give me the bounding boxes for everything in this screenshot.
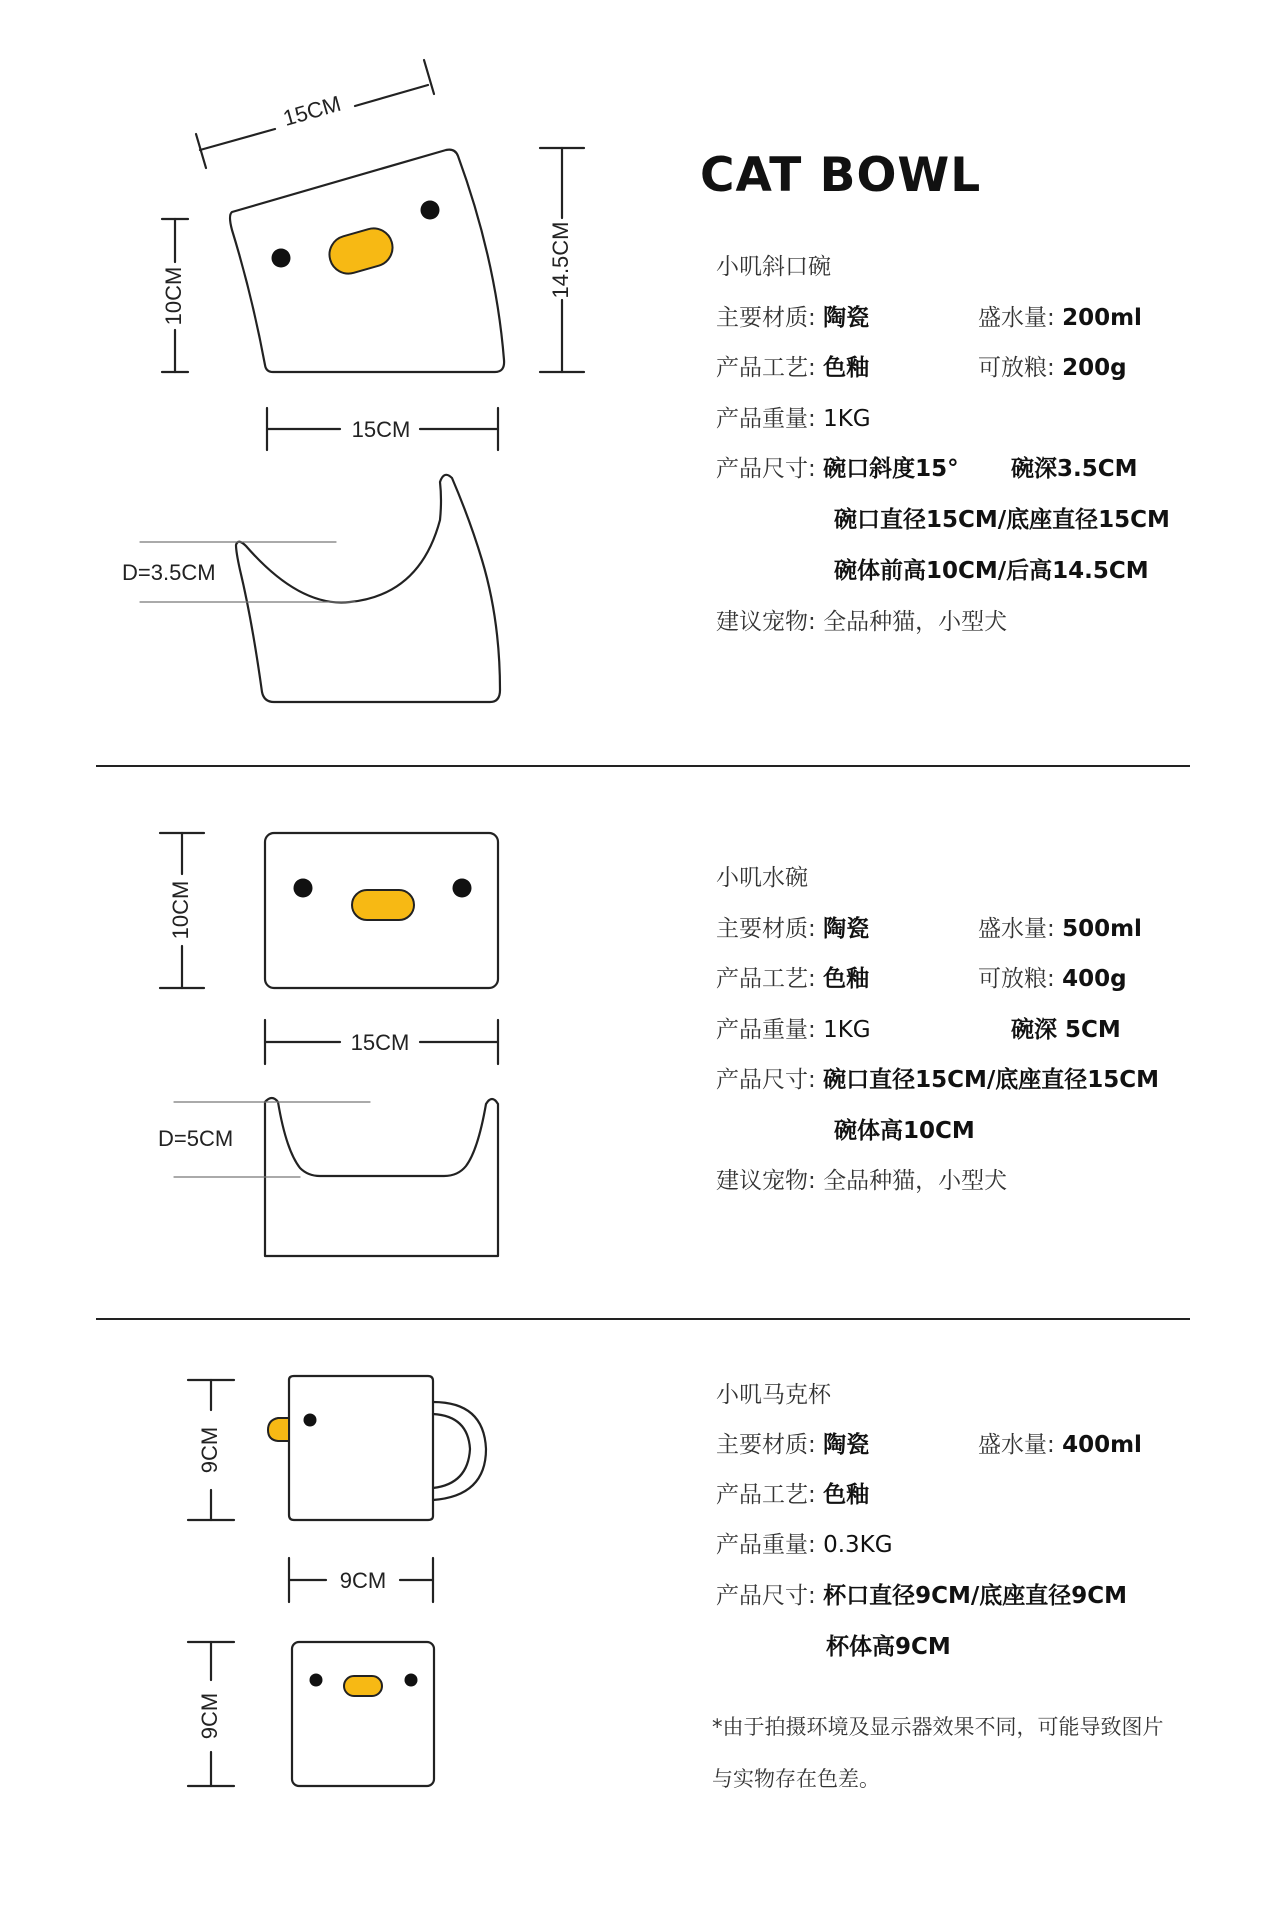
spec-pet xyxy=(716,1166,1007,1196)
slanted-bowl-side-outline xyxy=(236,475,500,702)
spec-value: 碗深3.5CM xyxy=(1011,456,1138,482)
spec-capacity xyxy=(978,1430,1142,1460)
dim-label-s2-left: 10CM xyxy=(167,880,193,940)
spec-value: 200ml xyxy=(1062,305,1142,331)
spec-value: 色釉 xyxy=(823,966,870,992)
dim-label-s1-left: 10CM xyxy=(160,266,186,326)
dim-line-s1-top xyxy=(200,129,275,150)
page-title: CAT BOWL xyxy=(700,148,982,203)
spec-label: 盛水量: xyxy=(978,305,1055,331)
spec-value: 碗口直径15CM/底座直径15CM xyxy=(834,507,1170,533)
spec-label: 可放粮: xyxy=(978,966,1055,992)
eye-icon xyxy=(304,1414,317,1427)
product-name: 小叽马克杯 xyxy=(716,1382,831,1408)
spec-craft xyxy=(716,964,869,994)
beak-icon xyxy=(268,1418,289,1441)
spec-size-line xyxy=(826,1632,951,1662)
spec-value: 杯体高9CM xyxy=(826,1634,951,1660)
spec-value: 陶瓷 xyxy=(823,305,870,331)
spec-value: 0.3KG xyxy=(823,1532,893,1558)
eye-icon xyxy=(453,879,472,898)
spec-label: 主要材质: xyxy=(716,305,816,331)
disclaimer-line: 与实物存在色差。 xyxy=(712,1767,880,1791)
section-divider xyxy=(96,1318,1190,1320)
dim-label-s1-top: 15CM xyxy=(280,90,344,131)
spec-label: 产品重量: xyxy=(716,1017,816,1043)
spec-label: 产品重量: xyxy=(716,1532,816,1558)
beak-icon xyxy=(352,890,414,920)
spec-value: 碗体前高10CM/后高14.5CM xyxy=(834,558,1149,584)
dim-label-s3-left1: 9CM xyxy=(196,1426,222,1474)
spec-label: 盛水量: xyxy=(978,1432,1055,1458)
spec-label: 产品工艺: xyxy=(716,966,816,992)
spec-value: 陶瓷 xyxy=(823,1432,870,1458)
spec-size xyxy=(716,1581,1127,1611)
dim-label-s3-left2: 9CM xyxy=(196,1692,222,1740)
disclaimer-line: *由于拍摄环境及显示器效果不同，可能导致图片 xyxy=(712,1715,1164,1739)
eye-icon xyxy=(405,1674,418,1687)
spec-pet xyxy=(716,607,1007,637)
eye-icon xyxy=(421,201,440,220)
spec-value: 碗口斜度15° xyxy=(823,456,959,482)
spec-value: 碗体高10CM xyxy=(834,1118,975,1144)
dim-label-s2-depth: D=5CM xyxy=(158,1126,234,1151)
spec-label: 建议宠物: xyxy=(716,609,816,635)
spec-value: 400ml xyxy=(1062,1432,1142,1458)
spec-value: 杯口直径9CM/底座直径9CM xyxy=(823,1583,1128,1609)
spec-label: 产品尺寸: xyxy=(716,1583,816,1609)
section-divider xyxy=(96,765,1190,767)
dim-label-s1-right: 14.5CM xyxy=(547,221,573,299)
spec-label: 建议宠物: xyxy=(716,1168,816,1194)
spec-value: 1KG xyxy=(823,1017,871,1043)
spec-label: 主要材质: xyxy=(716,916,816,942)
spec-label: 盛水量: xyxy=(978,916,1055,942)
spec-value: 500ml xyxy=(1062,916,1142,942)
spec-value: 色釉 xyxy=(823,1482,870,1508)
spec-label: 产品尺寸: xyxy=(716,456,816,482)
spec-size-line xyxy=(834,505,1170,535)
spec-label: 可放粮: xyxy=(978,355,1055,381)
spec-depth xyxy=(1011,1015,1121,1045)
spec-value: 400g xyxy=(1062,966,1127,992)
spec-size xyxy=(716,1065,1159,1095)
mug-handle-outline xyxy=(433,1402,486,1500)
beak-icon xyxy=(344,1676,382,1696)
spec-value: 色釉 xyxy=(823,355,870,381)
spec-material xyxy=(716,1430,869,1460)
spec-weight xyxy=(716,1530,893,1560)
spec-label: 主要材质: xyxy=(716,1432,816,1458)
spec-capacity xyxy=(978,303,1142,333)
spec-size-line xyxy=(834,556,1149,586)
mug-side-outline xyxy=(289,1376,433,1520)
spec-value: 碗口直径15CM/底座直径15CM xyxy=(823,1067,1160,1093)
spec-value: 全品种猫，小型犬 xyxy=(823,1168,1008,1194)
spec-label: 产品重量: xyxy=(716,406,816,432)
spec-food xyxy=(978,964,1127,994)
product-name: 小叽水碗 xyxy=(716,865,808,891)
spec-value: 200g xyxy=(1062,355,1127,381)
eye-icon xyxy=(294,879,313,898)
spec-depth xyxy=(1011,454,1138,484)
spec-label: 产品尺寸: xyxy=(716,1067,816,1093)
spec-craft xyxy=(716,1480,869,1510)
product-name: 小叽斜口碗 xyxy=(716,254,831,280)
spec-capacity xyxy=(978,914,1142,944)
spec-label: 产品工艺: xyxy=(716,1482,816,1508)
eye-icon xyxy=(272,249,291,268)
dim-label-s3-bottom: 9CM xyxy=(339,1568,387,1593)
dim-label-s1-bottom: 15CM xyxy=(351,417,411,442)
spec-size-line xyxy=(834,1116,975,1146)
dim-label-s2-bottom: 15CM xyxy=(350,1030,410,1055)
spec-value: 陶瓷 xyxy=(823,916,870,942)
spec-material xyxy=(716,914,869,944)
dim-label-s1-depth: D=3.5CM xyxy=(122,560,216,585)
spec-size xyxy=(716,454,959,484)
spec-value: 1KG xyxy=(823,406,871,432)
spec-value: 全品种猫，小型犬 xyxy=(823,609,1008,635)
beak-icon xyxy=(325,224,397,278)
eye-icon xyxy=(310,1674,323,1687)
spec-food xyxy=(978,353,1127,383)
spec-value: 碗深 5CM xyxy=(1011,1017,1121,1043)
spec-craft xyxy=(716,353,869,383)
mug-front-outline xyxy=(292,1642,434,1786)
spec-material xyxy=(716,303,869,333)
spec-label: 产品工艺: xyxy=(716,355,816,381)
spec-weight xyxy=(716,1015,871,1045)
spec-weight xyxy=(716,404,871,434)
